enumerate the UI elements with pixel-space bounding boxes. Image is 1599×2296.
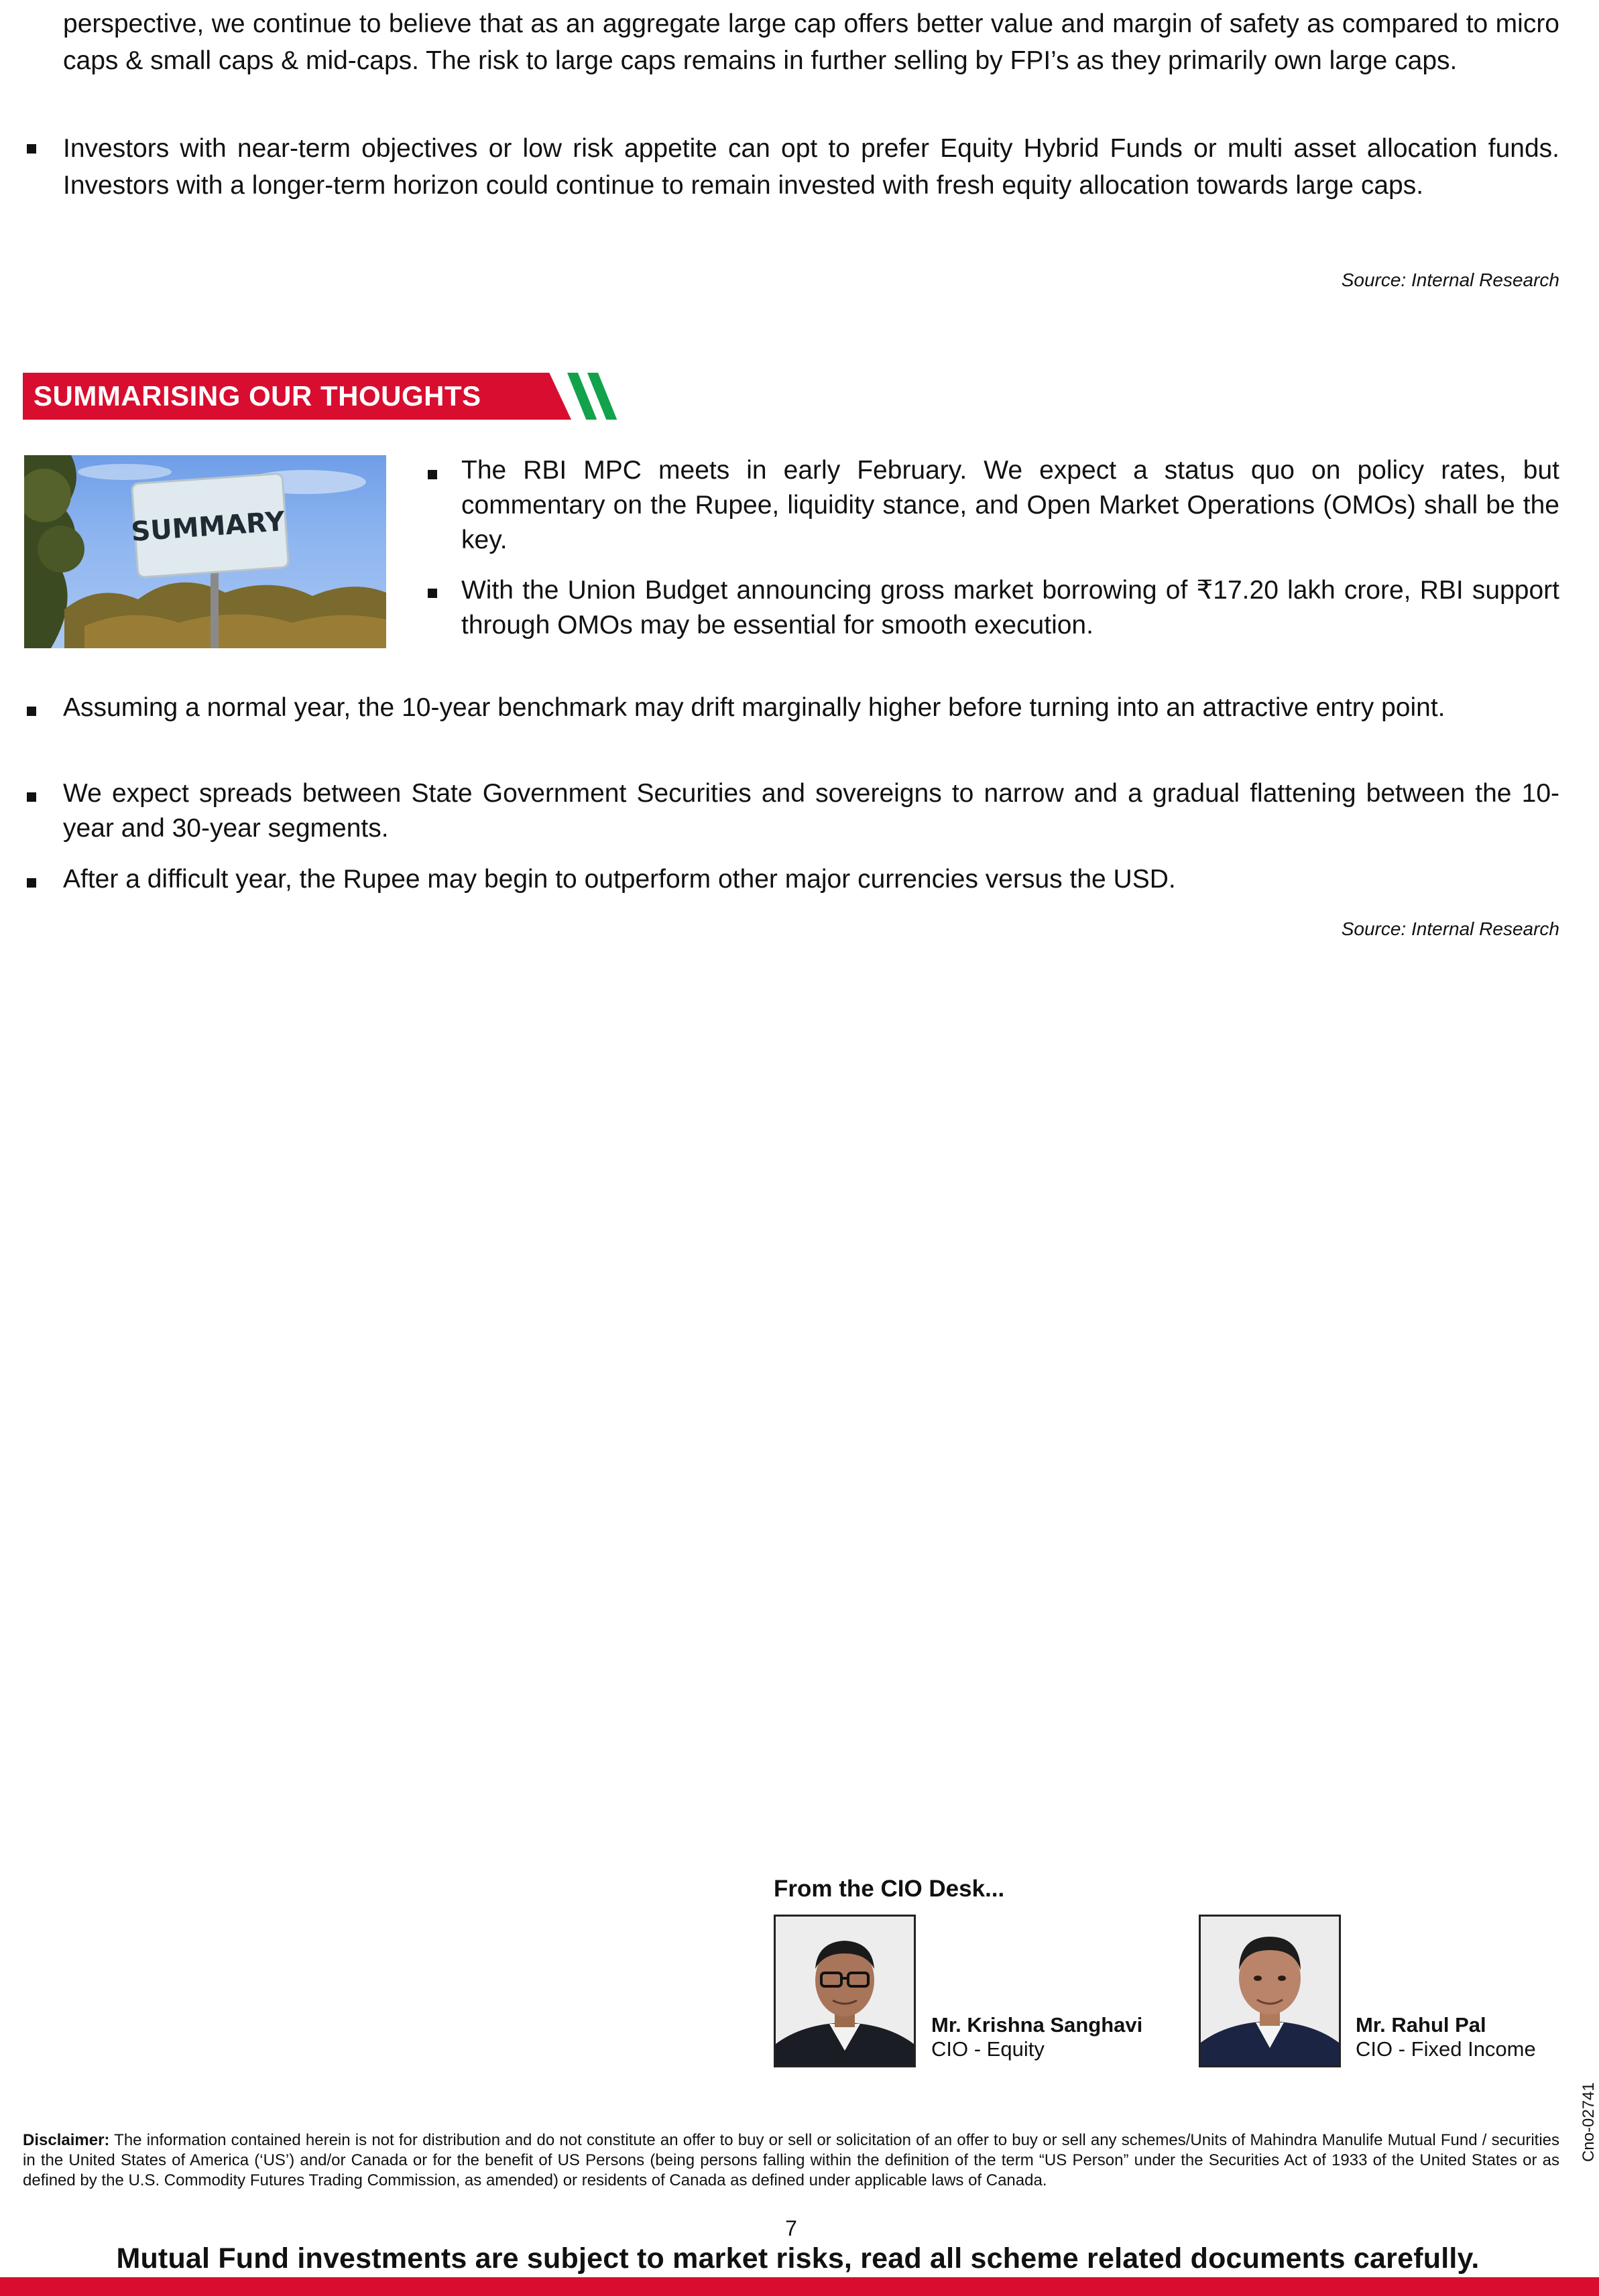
summary-sign-image (24, 455, 386, 648)
bullet-icon (27, 707, 36, 716)
source-note: Source: Internal Research (1341, 918, 1559, 939)
rbi-mpc-bullet: The RBI MPC meets in early February. We expect a status quo on policy rates, but commentary on the Rupee, liquidity stance, and Open Market Operations (OMOs) shall be the key. (461, 456, 1559, 554)
krishna-sanghavi-photo (774, 1915, 916, 2067)
disclaimer-text: The information contained herein is not for distribution and do not constitute an offer to buy or sell or solicitation of an offer to buy or sell any schemes/Units of Mahindra Manulife Mutual Fund / securities in the United States of America (‘US’) and/or Canada or for the benefit of US Persons (being persons falling within the definition of the term “US Person” under the Securities Act of 1933 of the United States or as defined by the U.S. Commodity Futures Trading Commission, as amended) or residents of Canada as defined under applicable laws of Canada. (23, 2131, 1559, 2189)
spreads-bullet: We expect spreads between State Government Securities and sovereigns to narrow and a gradual flattening between the 10-year and 30-year segments. (63, 779, 1559, 843)
cio-role: CIO - Fixed Income (1356, 2037, 1536, 2061)
disclaimer (23, 2130, 1559, 2191)
page-number: 7 (785, 2216, 797, 2240)
section-header (23, 373, 573, 420)
intro-paragraph: perspective, we continue to believe that as an aggregate large cap offers better value and margin of safety as compared to micro caps & small caps & mid-caps. The risk to large caps remains in further selling by FPI’s as they primarily own large caps. (63, 9, 1559, 75)
cio-name: Mr. Rahul Pal (1356, 2013, 1486, 2037)
bullet-icon (428, 470, 437, 479)
cio-desk-title: From the CIO Desk... (774, 1876, 1005, 1902)
budget-borrowing-bullet: With the Union Budget announcing gross market borrowing of ₹17.20 lakh crore, RBI support through OMOs may be essential for smooth execution. (461, 576, 1559, 640)
source-note: Source: Internal Research (1341, 269, 1559, 290)
cio-role: CIO - Equity (931, 2037, 1045, 2061)
disclaimer-label: Disclaimer: (23, 2131, 110, 2149)
document-code: Cno-02741 (1580, 2082, 1598, 2162)
section-title: SUMMARISING OUR THOUGHTS (34, 380, 481, 412)
summary-illustration (24, 455, 386, 648)
bullet-icon (428, 589, 437, 598)
person-portrait-icon (1201, 1917, 1339, 2065)
person-portrait-icon (776, 1917, 914, 2065)
bullet-icon (27, 144, 36, 154)
rahul-pal-photo (1199, 1915, 1341, 2067)
footer-red-band (0, 2277, 1599, 2296)
cio-name: Mr. Krishna Sanghavi (931, 2013, 1143, 2037)
rupee-bullet: After a difficult year, the Rupee may begin to outperform other major currencies versus the USD. (63, 865, 1176, 894)
bullet-icon (27, 792, 36, 802)
risk-disclaimer-note: Mutual Fund investments are subject to market risks, read all scheme related documents carefully. (116, 2242, 1480, 2275)
investor-guidance-bullet: Investors with near-term objectives or low risk appetite can opt to prefer Equity Hybrid Funds or multi asset allocation funds. Investors with a longer-term horizon could continue to remain invested with fresh equity allocation towards large caps. (63, 134, 1559, 200)
benchmark-bullet: Assuming a normal year, the 10-year benchmark may drift marginally higher before turning into an attractive entry point. (63, 693, 1445, 722)
sign-text: SUMMARY (130, 506, 286, 548)
bullet-icon (27, 878, 36, 888)
